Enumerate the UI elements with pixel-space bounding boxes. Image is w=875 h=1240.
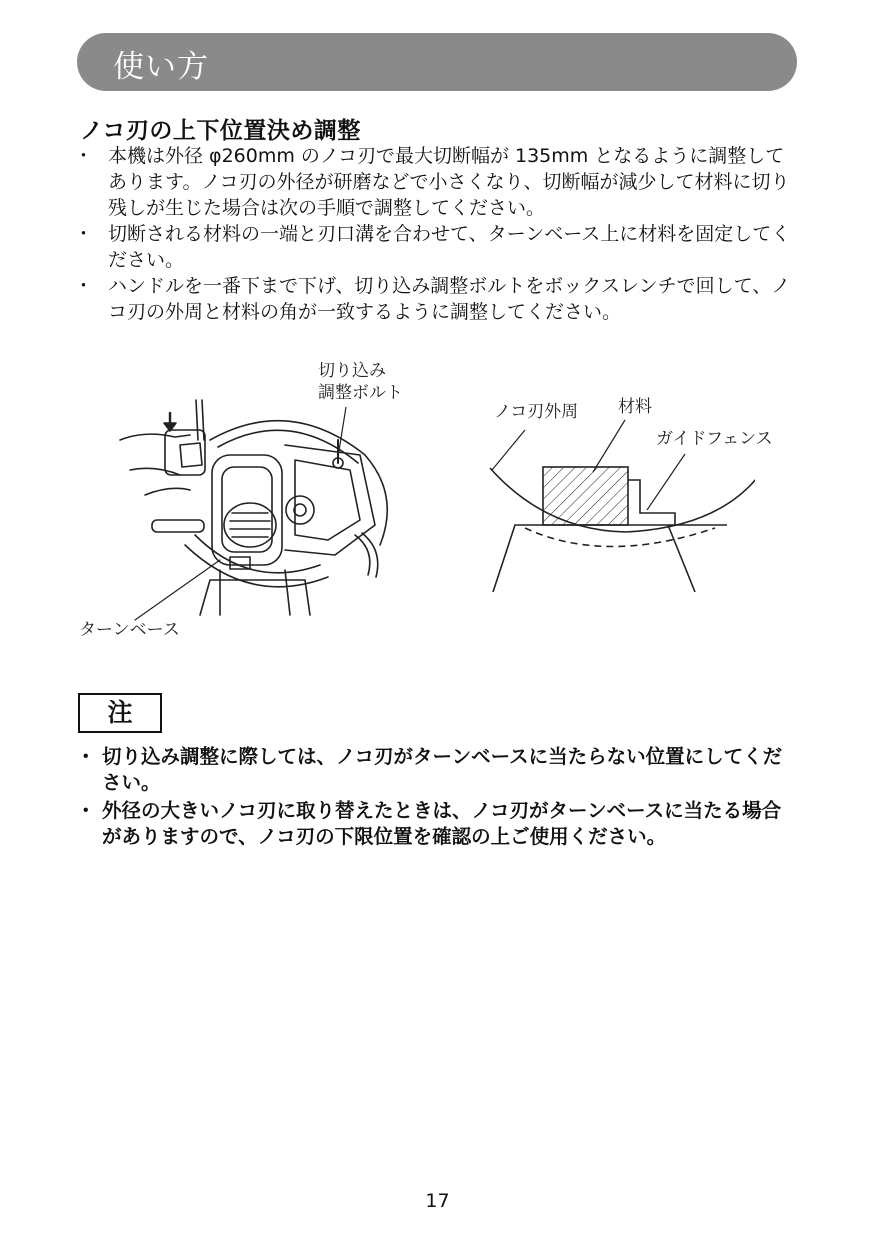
material-label: 材料 — [618, 397, 652, 417]
subsection-heading: ノコ刃の上下位置決め調整 — [80, 118, 361, 144]
blade-circumference-label: ノコ刃外周 — [494, 402, 579, 422]
turn-base-label: ターンベース — [79, 620, 180, 640]
note-item: ・ 外径の大きいノコ刃に取り替えたときは、ノコ刃がターンベースに当たる場合がありますので、ノコ刃の下限位置を確認の上ご使用ください。 — [78, 798, 798, 850]
adjustment-bolt-label: 切り込み 調整ボルト — [318, 361, 403, 403]
note-item: ・ 切り込み調整に際しては、ノコ刃がターンベースに当たらない位置にしてください。 — [78, 744, 798, 796]
instruction-item: ・ 切断される材料の一端と刃口溝を合わせて、ターンベース上に材料を固定してください。 — [78, 221, 798, 273]
section-title-bar — [77, 33, 797, 91]
page-number: 17 — [425, 1190, 450, 1212]
instruction-item: ・ 本機は外径 φ260mm のノコ刃で最大切断幅が 135mm となるように調整してあります。ノコ刃の外径が研磨などで小さくなり、切断幅が減少して材料に切り残しが生じた場合は次の手順で調整してください。 — [78, 143, 798, 221]
section-title: 使い方 — [113, 49, 209, 85]
guide-fence-label: ガイドフェンス — [656, 429, 773, 449]
instruction-item: ・ ハンドルを一番下まで下げ、切り込み調整ボルトをボックスレンチで回して、ノコ刃の外周と材料の角が一致するように調整してください。 — [78, 273, 798, 325]
instruction-list — [78, 143, 798, 325]
note-list — [78, 744, 798, 852]
note-title: 注 — [78, 693, 162, 733]
miter-saw-illustration — [100, 385, 400, 625]
